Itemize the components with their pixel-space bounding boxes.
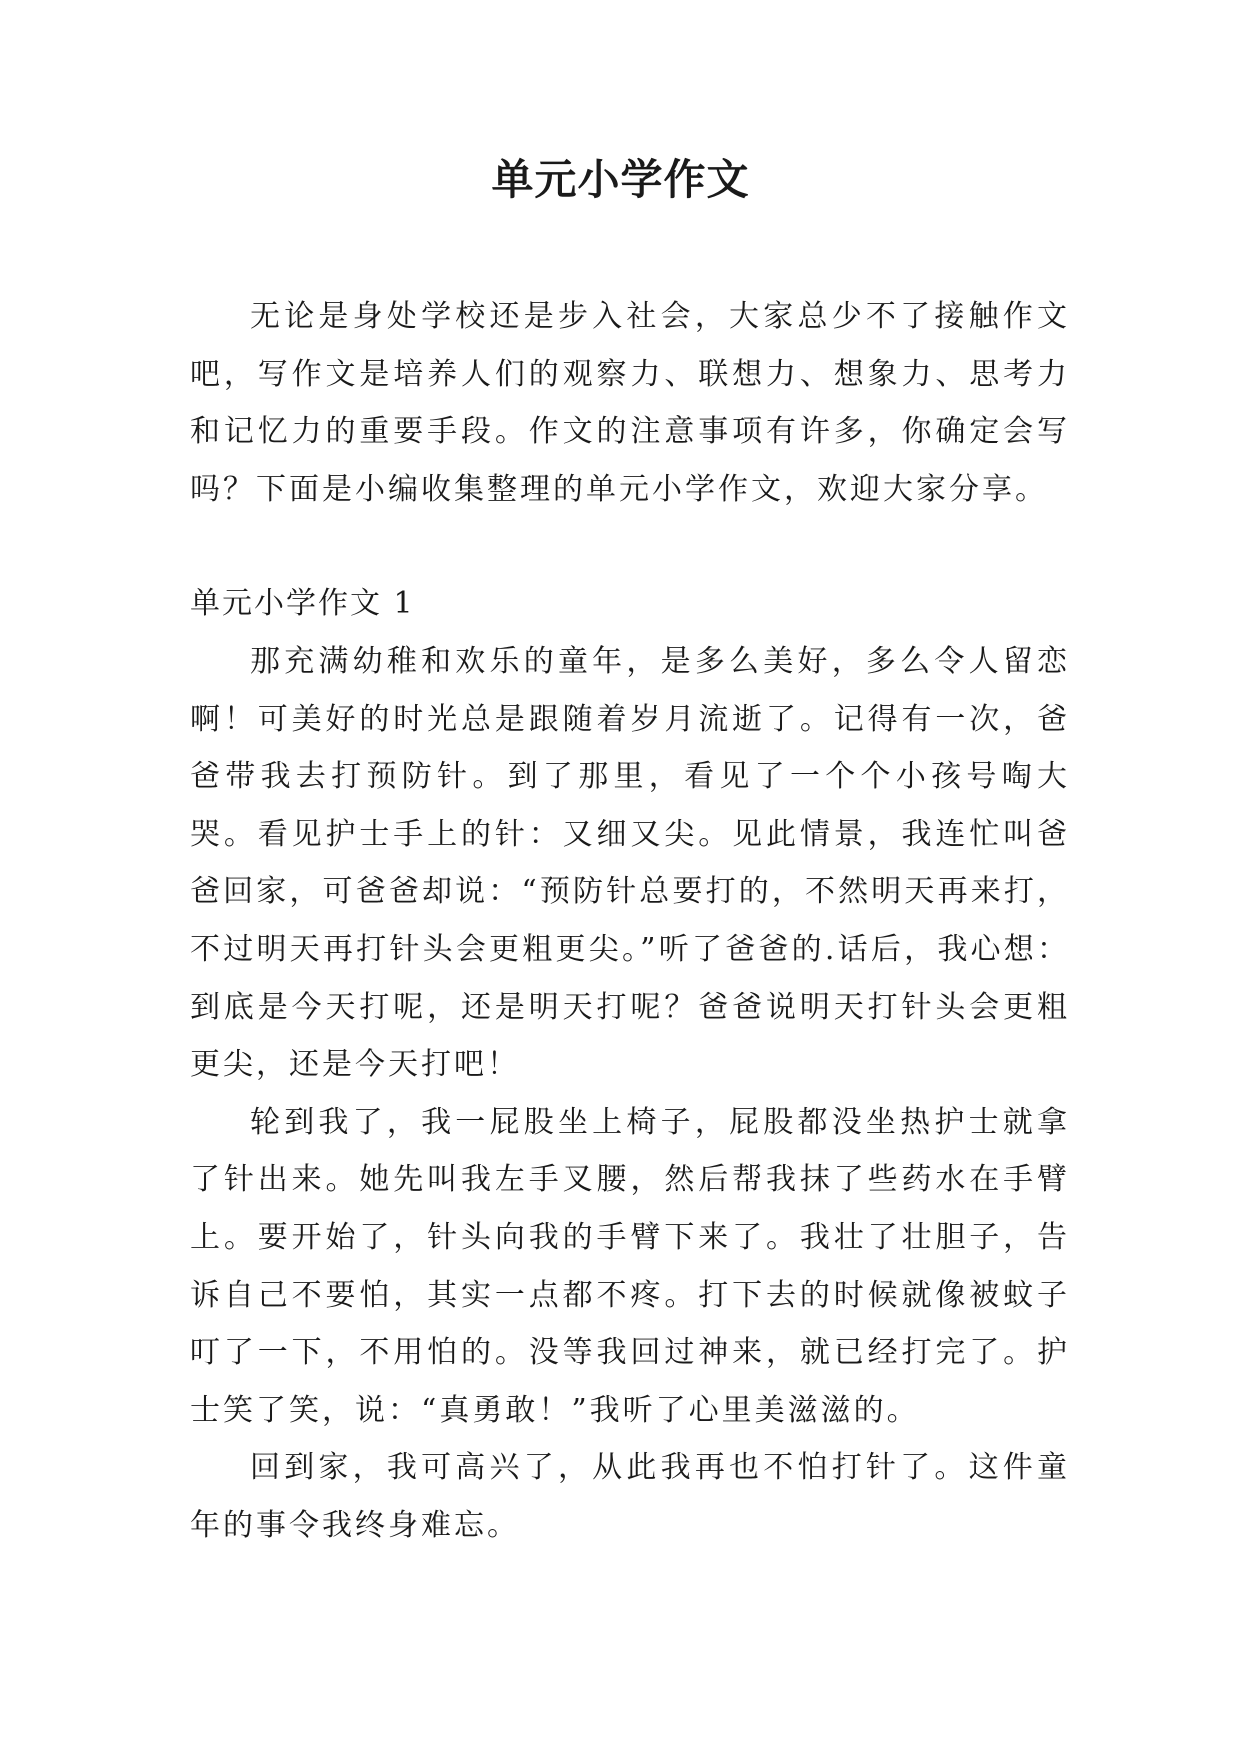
- document-body: [190, 288, 1070, 1554]
- body-paragraph-3: 回到家，我可高兴了，从此我再也不怕打针了。这件童年的事令我终身难忘。: [190, 1450, 1070, 1543]
- body-paragraph-1: 那充满幼稚和欢乐的童年，是多么美好，多么令人留恋啊！可美好的时光总是跟随着岁月流逝了。记得有一次，爸爸带我去打预防针。到了那里，看见了一个个小孩号啕大哭。看见护士手上的针：又细又尖。见此情景，我连忙叫爸爸回家，可爸爸却说：“预防针总要打的，不然明天再来打，不过明天再打针头会更粗更尖。”听了爸爸的.话后，我心想：到底是今天打呢，还是明天打呢？爸爸说明天打针头会更粗更尖，还是今天打吧！: [190, 643, 1070, 1083]
- document-title: 单元小学作文: [491, 155, 750, 204]
- section-heading: 单元小学作文 1: [190, 586, 415, 622]
- intro-paragraph: 无论是身处学校还是步入社会，大家总少不了接触作文吧，写作文是培养人们的观察力、联想力、想象力、思考力和记忆力的重要手段。作文的注意事项有许多，你确定会写吗？下面是小编收集整理的单元小学作文，欢迎大家分享。: [190, 299, 1070, 507]
- spacer: [190, 518, 1070, 575]
- body-paragraph-2: 轮到我了，我一屁股坐上椅子，屁股都没坐热护士就拿了针出来。她先叫我左手叉腰，然后帮我抹了些药水在手臂上。要开始了，针头向我的手臂下来了。我壮了壮胆子，告诉自己不要怕，其实一点都不疼。打下去的时候就像被蚊子叮了一下，不用怕的。没等我回过神来，就已经打完了。护士笑了笑，说：“真勇敢！”我听了心里美滋滋的。: [190, 1104, 1070, 1428]
